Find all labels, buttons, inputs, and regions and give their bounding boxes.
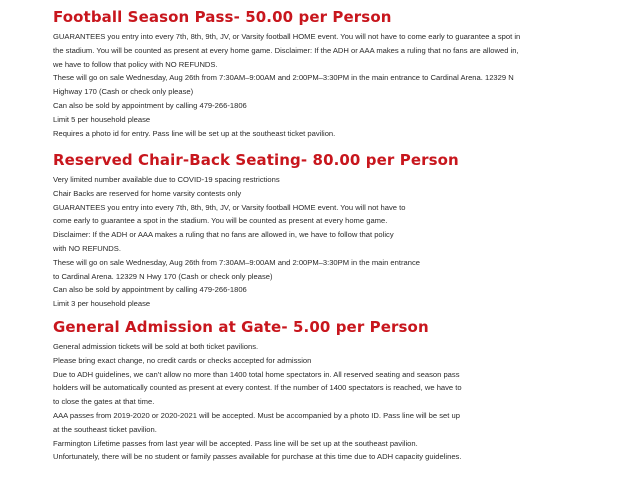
body-line: Can also be sold by appointment by calling 479-266-1806: [53, 285, 247, 295]
body-line: GUARANTEES you entry into every 7th, 8th, 9th, JV, or Varsity football HOME event. You will not have to come early to guarantee a spot in: [53, 32, 521, 41]
body-line: General admission tickets will be sold at both ticket pavilions.: [53, 342, 259, 351]
body-line: These will go on sale Wednesday, Aug 26th from 7:30AM–9:00AM and 2:00PM–3:30PM in the main entrance to Cardinal Arena. 12329 N: [53, 73, 514, 83]
section-title-season-pass: Football Season Pass- 50.00 per Person: [53, 8, 392, 26]
body-line: GUARANTEES you entry into every 7th, 8th, 9th, JV, or Varsity football HOME event. You will not have to: [53, 202, 406, 212]
section-football-season-pass: [53, 8, 520, 140]
body-line: to Cardinal Arena. 12329 N Hwy 170 (Cash or check only please): [53, 271, 273, 281]
body-line: Please bring exact change, no credit cards or checks accepted for admission: [53, 355, 312, 365]
body-line: Chair Backs are reserved for home varsity contests only: [53, 188, 242, 198]
section-body-chair-back: [53, 173, 459, 311]
body-line: Due to ADH guidelines, we can’t allow no more than 1400 total home spectators in. All reserved seating and season pass: [53, 369, 460, 379]
section-body-season-pass: [53, 30, 520, 140]
body-line: Very limited number available due to COVID-19 spacing restrictions: [53, 175, 280, 184]
section-title-general-admission: General Admission at Gate- 5.00 per Person: [53, 318, 429, 336]
body-line: holders will be automatically counted as present at every contest. If the number of 1400 spectators is reached, we have to: [53, 383, 462, 393]
section-title-chair-back: Reserved Chair-Back Seating- 80.00 per Person: [53, 151, 459, 169]
body-line: come early to guarantee a spot in the stadium. You will be counted as present at every home game.: [53, 216, 388, 226]
body-line: with NO REFUNDS.: [53, 243, 121, 253]
body-line: to close the gates at that time.: [53, 397, 155, 407]
body-line: Limit 5 per household please: [53, 114, 151, 124]
body-line: Unfortunately, there will be no student or family passes available for purchase at this time due to ADH capacity guidelines.: [53, 452, 462, 462]
body-line: Can also be sold by appointment by calling 479-266-1806: [53, 100, 247, 110]
body-line: the stadium. You will be counted as present at every home game. Disclaimer: If the ADH or AAA makes a ruling that no fans are allowed in,: [53, 45, 519, 55]
section-general-admission: [53, 318, 462, 464]
body-line: Requires a photo id for entry. Pass line will be set up at the southeast ticket pavilion.: [53, 128, 336, 138]
body-line: we have to follow that policy with NO REFUNDS.: [53, 59, 218, 69]
section-body-general-admission: [53, 340, 462, 464]
section-reserved-chair-back: [53, 151, 459, 311]
body-line: Farmington Lifetime passes from last year will be accepted. Pass line will be set up at the southeast pavilion.: [53, 438, 418, 448]
body-line: These will go on sale Wednesday, Aug 26th from 7:30AM–9:00AM and 2:00PM–3:30PM in the main entrance: [53, 257, 420, 267]
body-line: Limit 3 per household please: [53, 299, 151, 309]
body-line: Disclaimer: If the ADH or AAA makes a ruling that no fans are allowed in, we have to follow that policy: [53, 230, 394, 240]
body-line: AAA passes from 2019-2020 or 2020-2021 will be accepted. Must be accompanied by a photo ID. Pass line will be set up: [53, 410, 460, 420]
body-line: at the southeast ticket pavilion.: [53, 424, 157, 434]
body-line: Highway 170 (Cash or check only please): [53, 87, 194, 97]
